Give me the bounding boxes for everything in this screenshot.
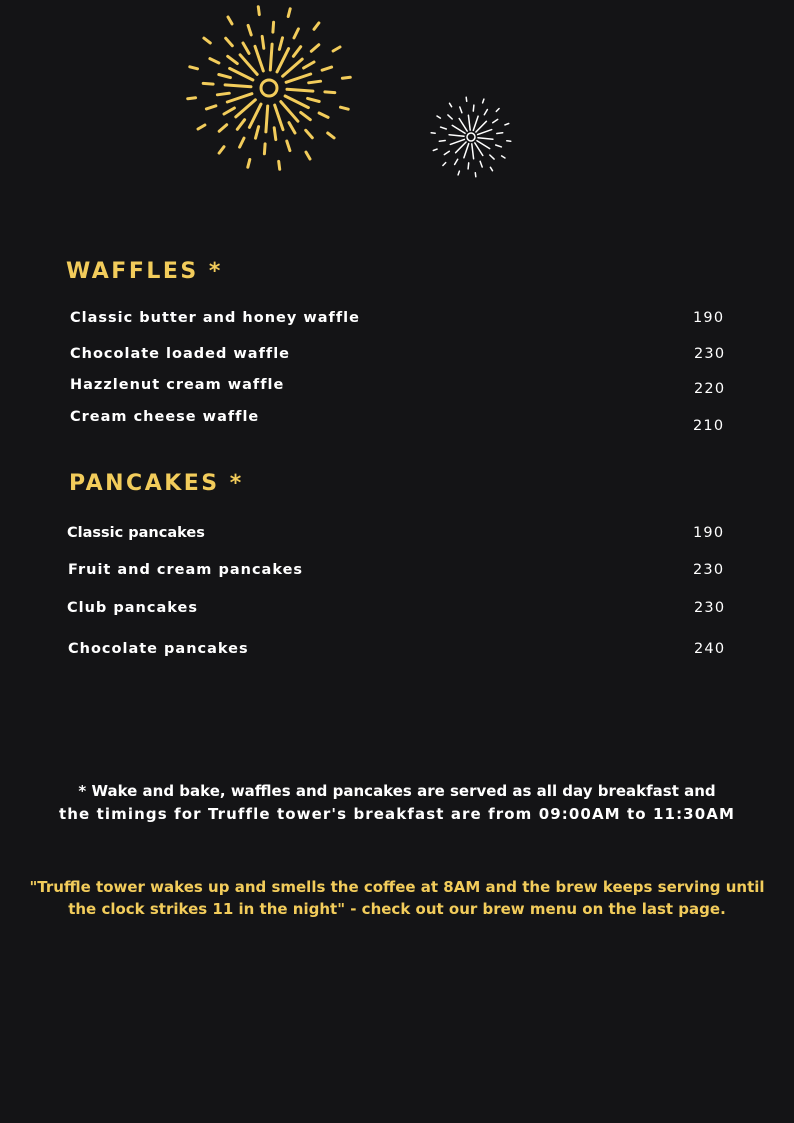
firework-ray bbox=[248, 160, 250, 168]
firework-ray bbox=[277, 49, 289, 72]
firework-ray bbox=[279, 38, 282, 50]
menu-item-price: 240 bbox=[694, 641, 726, 657]
firework-ray bbox=[293, 47, 300, 57]
firework-ray bbox=[227, 94, 252, 102]
firework-ray bbox=[437, 116, 440, 118]
menu-item-price: 190 bbox=[693, 310, 725, 326]
firework-ray bbox=[319, 113, 328, 117]
firework-ray bbox=[476, 121, 487, 132]
firework-ray bbox=[468, 163, 469, 169]
firework-ray bbox=[306, 152, 310, 159]
firework-ray bbox=[505, 124, 509, 125]
firework-ray bbox=[455, 159, 458, 164]
firework-ray bbox=[219, 125, 227, 132]
firework-ray bbox=[283, 59, 303, 76]
firework-ray bbox=[270, 44, 272, 70]
firework-ray bbox=[301, 112, 311, 119]
firework-ray bbox=[219, 147, 224, 153]
firework-ray bbox=[224, 108, 234, 114]
firework-ray bbox=[449, 135, 464, 137]
firework-ray bbox=[264, 144, 265, 154]
firework-ray bbox=[496, 109, 499, 112]
firework-ray bbox=[256, 127, 259, 139]
firework-ray bbox=[226, 38, 233, 46]
firework-ray bbox=[309, 81, 321, 83]
firework-ray bbox=[285, 96, 308, 108]
firework-ray bbox=[255, 46, 263, 71]
firework-ray bbox=[225, 85, 251, 87]
firework-ray bbox=[460, 107, 462, 113]
menu-item-name: Club pancakes bbox=[67, 600, 198, 616]
firework-ray bbox=[468, 115, 470, 130]
firework-ray bbox=[203, 83, 213, 84]
firework-ray bbox=[240, 138, 244, 147]
firework-ray bbox=[262, 36, 264, 48]
firework-ray bbox=[484, 110, 487, 115]
firework-ray bbox=[483, 99, 484, 103]
firework-ray bbox=[450, 139, 464, 144]
firework-ray bbox=[204, 38, 210, 43]
firework-ray bbox=[456, 142, 467, 153]
brew-hours-quote: "Truffle tower wakes up and smells the coffee at 8AM and the brew keeps serving until bbox=[29, 878, 765, 896]
firework-ray bbox=[496, 145, 502, 147]
menu-item-price: 220 bbox=[694, 381, 726, 397]
firework-ray bbox=[287, 141, 290, 151]
menu-item-name: Chocolate loaded waffle bbox=[70, 346, 291, 362]
firework-ray bbox=[459, 119, 467, 132]
waffles-section-title: WAFFLES * bbox=[66, 259, 223, 284]
firework-ray bbox=[342, 77, 350, 78]
firework-ray bbox=[458, 171, 459, 175]
menu-item-price: 230 bbox=[694, 346, 726, 362]
firework-ray bbox=[493, 119, 498, 122]
firework-ray bbox=[341, 107, 349, 109]
firework-ray bbox=[306, 130, 313, 138]
breakfast-timing-note: * Wake and bake, waffles and pancakes are served as all day breakfast and bbox=[78, 782, 716, 800]
firework-ray bbox=[478, 138, 493, 140]
menu-item-price: 190 bbox=[693, 525, 725, 541]
firework-ray bbox=[288, 9, 290, 17]
firework-ray bbox=[333, 47, 340, 51]
firework-ray bbox=[279, 161, 280, 169]
firework-ray bbox=[287, 89, 313, 91]
firework-ray bbox=[210, 59, 219, 63]
firework-ray bbox=[190, 67, 198, 69]
firework-ray bbox=[464, 144, 469, 158]
firework-ray bbox=[304, 62, 314, 68]
firework-ray bbox=[266, 106, 268, 132]
firework-ray bbox=[314, 23, 319, 29]
firework-ray bbox=[289, 123, 295, 133]
firework-ray bbox=[490, 167, 492, 170]
brew-hours-quote: the clock strikes 11 in the night" - check out our brew menu on the last page. bbox=[68, 900, 726, 918]
menu-item-name: Cream cheese waffle bbox=[70, 409, 260, 425]
firework-ray bbox=[322, 67, 332, 70]
firework-ray bbox=[311, 45, 319, 52]
firework-ray bbox=[433, 149, 437, 150]
firework-ray bbox=[328, 133, 334, 138]
pancakes-section-title: PANCAKES * bbox=[69, 471, 244, 496]
firework-ray bbox=[497, 133, 503, 134]
firework-ray bbox=[439, 141, 445, 142]
firework-ray bbox=[490, 155, 494, 159]
firework-ray bbox=[441, 127, 447, 129]
firework-ray bbox=[206, 106, 216, 109]
firework-ray bbox=[475, 173, 476, 177]
firework-ray bbox=[466, 97, 467, 101]
firework-ray bbox=[198, 125, 205, 129]
firework-ray bbox=[236, 100, 256, 117]
firework-ray bbox=[230, 68, 253, 80]
firework-ray bbox=[248, 25, 251, 35]
breakfast-timing-note: the timings for Truffle tower's breakfast are from 09:00AM to 11:30AM bbox=[59, 805, 735, 823]
menu-item-name: Hazzlenut cream waffle bbox=[70, 377, 285, 393]
firework-ray bbox=[237, 120, 244, 130]
firework-ray bbox=[249, 104, 261, 127]
firework-ray bbox=[443, 163, 446, 166]
firework-ray bbox=[475, 143, 483, 156]
firework-ray bbox=[325, 92, 335, 93]
firework-ray bbox=[308, 98, 320, 101]
firework-ray bbox=[273, 22, 274, 32]
firework-ray bbox=[448, 115, 452, 119]
firework-ray bbox=[294, 29, 298, 38]
firework-burst-icon bbox=[426, 92, 516, 182]
menu-item-price: 230 bbox=[694, 600, 726, 616]
firework-ray bbox=[502, 156, 505, 158]
firework-ray bbox=[228, 56, 238, 63]
menu-item-price: 230 bbox=[693, 562, 725, 578]
firework-ray bbox=[286, 74, 311, 82]
menu-item-name: Classic pancakes bbox=[67, 525, 205, 541]
firework-ray bbox=[243, 43, 249, 53]
firework-ray bbox=[473, 105, 474, 111]
firework-ray bbox=[473, 116, 478, 130]
firework-ray bbox=[240, 55, 257, 75]
firework-ray bbox=[219, 75, 231, 78]
firework-ray bbox=[444, 151, 449, 154]
firework-ray bbox=[450, 103, 452, 106]
firework-ray bbox=[480, 161, 482, 167]
firework-ray bbox=[274, 128, 276, 140]
firework-ray bbox=[217, 93, 229, 95]
firework-ray bbox=[281, 102, 298, 122]
menu-item-name: Fruit and cream pancakes bbox=[68, 562, 304, 578]
menu-item-name: Chocolate pancakes bbox=[68, 641, 249, 657]
firework-ray bbox=[228, 17, 232, 24]
firework-burst-icon bbox=[169, 0, 369, 180]
firework-ray bbox=[472, 144, 474, 159]
firework-ray bbox=[452, 125, 465, 133]
firework-ray bbox=[188, 98, 196, 99]
menu-item-price: 210 bbox=[693, 418, 725, 434]
firework-ray bbox=[477, 141, 490, 149]
menu-item-name: Classic butter and honey waffle bbox=[70, 310, 360, 326]
firework-ray bbox=[258, 7, 259, 15]
firework-ray bbox=[478, 130, 492, 135]
firework-ray bbox=[275, 105, 283, 130]
